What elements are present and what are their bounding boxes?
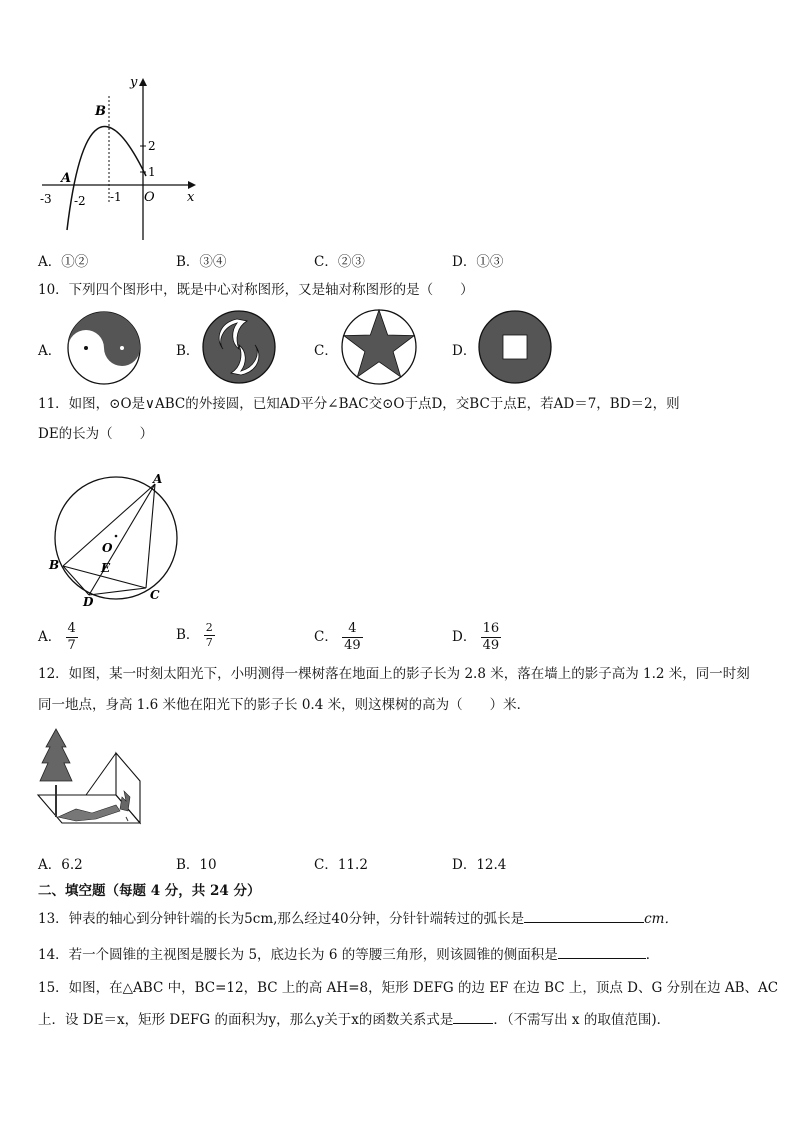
star-in-circle-figure[interactable] [340,308,418,386]
q11-option-d[interactable] [452,622,501,653]
q9-parabola-graph [30,70,210,245]
section-heading-fill-blank: 二、填空题（每题 4 分，共 24 分） [38,883,261,899]
parabola-curve [67,127,146,230]
q13-stem [38,910,678,927]
q14-stem [38,946,659,963]
point-o-label: O [102,541,113,555]
option-label: D． [452,629,477,645]
q15-stem-line1: 15．如图，在△ABC 中，BC=12，BC 上的高 AH=8，矩形 DEFG 的边 EF 在边 BC 上，顶点 D、G 分别在边 AB、AC [38,980,779,996]
q11-option-a[interactable] [38,622,78,653]
q13-unit: cm． [644,911,678,927]
q15-text: 上．设 DE＝x，矩形 DEFG 的面积为y，那么y关于x的函数关系式是 [38,1012,454,1028]
q12-option-c[interactable] [314,853,368,873]
q11-option-c[interactable] [314,622,363,653]
option-label: D． [452,254,477,270]
q10-option-d-label[interactable]: D． [452,343,477,359]
option-label: D． [452,857,477,873]
q15-end: ．（不需写出 x 的取值范围)． [493,1012,671,1028]
option-label: C． [314,254,338,270]
point-a-label: A [61,171,72,186]
q9-option-d[interactable] [452,250,503,270]
tick-m1-label: -1 [110,190,122,204]
q11-stem-line2: DE的长为（ ） [38,426,154,442]
option-label: C． [314,857,338,873]
option-fraction: $\frac{4}{49}$ [344,621,361,653]
option-text: 11.2 [337,857,368,873]
option-label: C． [314,629,338,645]
option-fraction: $\frac{4}{7}$ [67,621,76,653]
option-label: B． [176,627,200,643]
square-in-circle-figure[interactable] [477,309,553,385]
q12-option-b[interactable] [176,853,217,873]
option-text: 10 [199,857,217,873]
option-label: A． [38,629,62,645]
q12-tree-shadow-figure [36,725,156,835]
point-b-label: B [49,558,60,572]
q12-stem-line2: 同一地点，身高 1.6 米他在阳光下的影子长 0.4 米，则这棵树的高为（ ）米． [38,697,531,713]
option-text: ②③ [337,254,365,270]
q13-text: 13．钟表的轴心到分钟针端的长为5cm,那么经过40分钟，分针针端转过的弧长是 [38,911,525,927]
option-label: B． [176,857,200,873]
option-text: ③④ [199,254,227,270]
q13-answer-blank[interactable] [524,910,644,923]
origin-label: O [144,190,155,205]
x-axis-label: x [187,190,195,205]
q14-end: ． [645,947,660,963]
option-fraction: $\frac{16}{49}$ [482,621,500,653]
crescent-pair-figure[interactable] [201,309,277,385]
y-axis-label: y [130,75,138,90]
option-label: A． [38,857,62,873]
point-a-label: A [153,472,163,486]
q12-option-d[interactable] [452,853,506,873]
q10-option-b-label[interactable]: B． [176,343,200,359]
q11-option-b[interactable] [176,622,215,649]
q15-answer-blank[interactable] [453,1011,493,1024]
q12-option-a[interactable] [38,853,83,873]
option-fraction: $\frac{2}{7}$ [205,621,213,649]
q10-stem: 10．下列四个图形中，既是中心对称图形，又是轴对称图形的是（ ） [38,282,474,298]
option-text: 6.2 [61,857,83,873]
point-c-label: C [150,588,160,602]
q12-stem-line1: 12．如图，某一时刻太阳光下，小明测得一棵树落在地面上的影子长为 2.8 米，落在墙上的影子高为 1.2 米，同一时刻 [38,666,750,682]
x-axis-arrow [188,181,196,189]
q14-answer-blank[interactable] [558,946,646,959]
option-text: ①② [61,254,89,270]
q11-circle-figure [45,468,185,608]
option-text: 12.4 [476,857,507,873]
q10-option-c-label[interactable]: C． [314,343,338,359]
y-axis-arrow [139,78,147,86]
tick-m3-label: -3 [40,192,52,206]
option-label: A． [38,254,62,270]
tick-2-label: 2 [148,139,156,153]
point-b-label: B [95,104,106,119]
option-label: B． [176,254,200,270]
q11-stem-line1: 11．如图，⊙O是∨ABC的外接圆，已知AD平分∠BAC交⊙O于点D，交BC于点E，若AD＝7，BD＝2，则 [38,396,680,412]
q9-option-b[interactable] [176,250,226,270]
q9-option-a[interactable] [38,250,88,270]
point-d-label: D [83,595,94,608]
q15-stem-line2 [38,1011,670,1028]
option-text: ①③ [476,254,504,270]
tick-1-label: 1 [148,165,156,179]
q9-option-c[interactable] [314,250,365,270]
point-e-label: E [101,561,111,575]
q14-text: 14．若一个圆锥的主视图是腰长为 5，底边长为 6 的等腰三角形，则该圆锥的侧面积是 [38,947,558,963]
tick-m2-label: -2 [74,194,86,208]
yin-yang-figure[interactable] [66,310,142,386]
q10-option-a-label[interactable]: A． [38,343,62,359]
